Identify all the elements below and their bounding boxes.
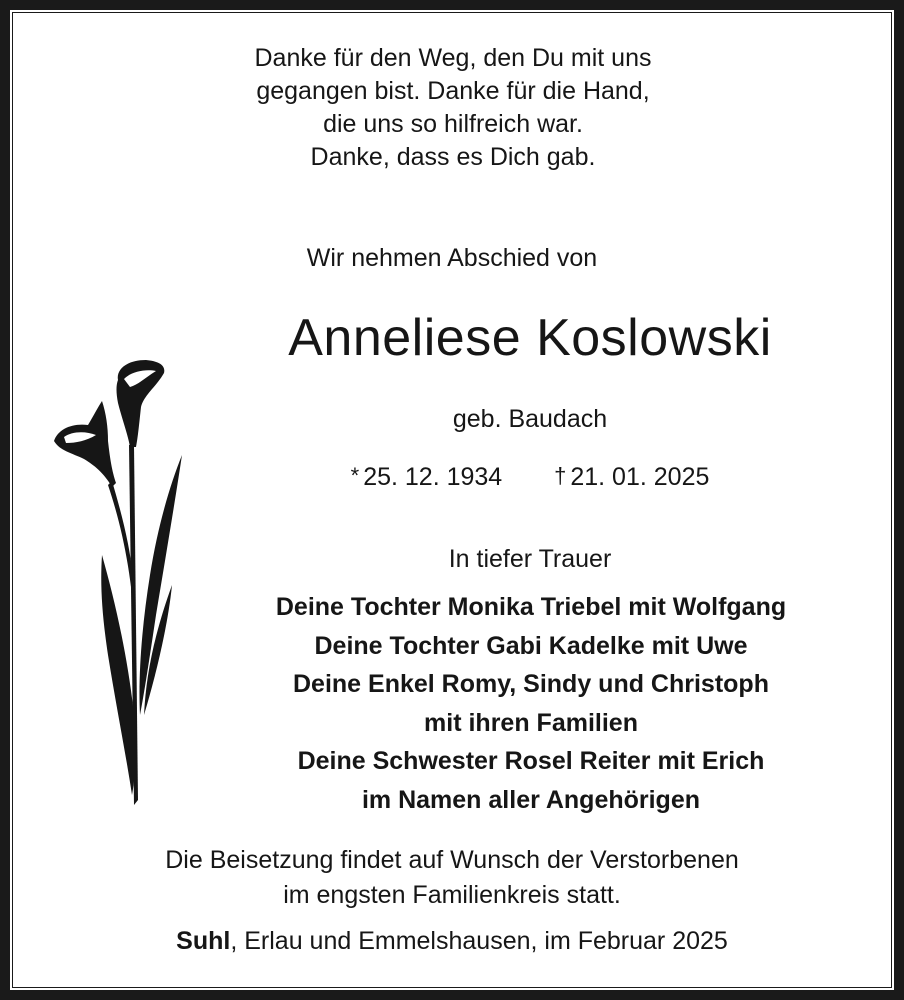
deceased-name: Anneliese Koslowski xyxy=(288,309,772,367)
place-rest: , Erlau und Emmelshausen, im Februar 2025 xyxy=(230,927,728,955)
mourner-line: Deine Tochter Monika Triebel mit Wolfgang xyxy=(275,593,787,621)
birth-symbol: * xyxy=(350,463,360,488)
poem-line: Danke, dass es Dich gab. xyxy=(310,143,596,171)
mourners-list xyxy=(276,588,786,819)
mourning-intro: In tiefer Trauer xyxy=(448,545,612,573)
funeral-note xyxy=(165,843,739,913)
poem-line: die uns so hilfreich war. xyxy=(323,110,583,138)
poem-line: gegangen bist. Danke für die Hand, xyxy=(256,77,650,105)
death-symbol: † xyxy=(554,463,567,488)
funeral-line: im engsten Familienkreis statt. xyxy=(283,881,621,909)
poem-line: Danke für den Weg, den Du mit uns xyxy=(254,44,652,72)
poem xyxy=(255,42,652,174)
mourner-line: Deine Schwester Rosel Reiter mit Erich xyxy=(297,747,765,775)
mourner-line: im Namen aller Angehörigen xyxy=(361,785,701,814)
place-date xyxy=(176,927,728,956)
mourner-line: Deine Enkel Romy, Sindy und Christoph xyxy=(293,670,769,698)
maiden-name: geb. Baudach xyxy=(452,405,608,433)
farewell-intro: Wir nehmen Abschied von xyxy=(306,244,598,272)
death-date: 21. 01. 2025 xyxy=(570,463,710,491)
mourner-line: mit ihren Familien xyxy=(424,708,638,737)
life-dates xyxy=(351,463,710,492)
funeral-line: Die Beisetzung findet auf Wunsch der Verstorbenen xyxy=(165,846,739,874)
birth-date: 25. 12. 1934 xyxy=(363,463,503,491)
mourner-line: Deine Tochter Gabi Kadelke mit Uwe xyxy=(314,631,748,660)
place-town: Suhl xyxy=(176,927,231,955)
calla-lily-icon xyxy=(46,355,191,810)
